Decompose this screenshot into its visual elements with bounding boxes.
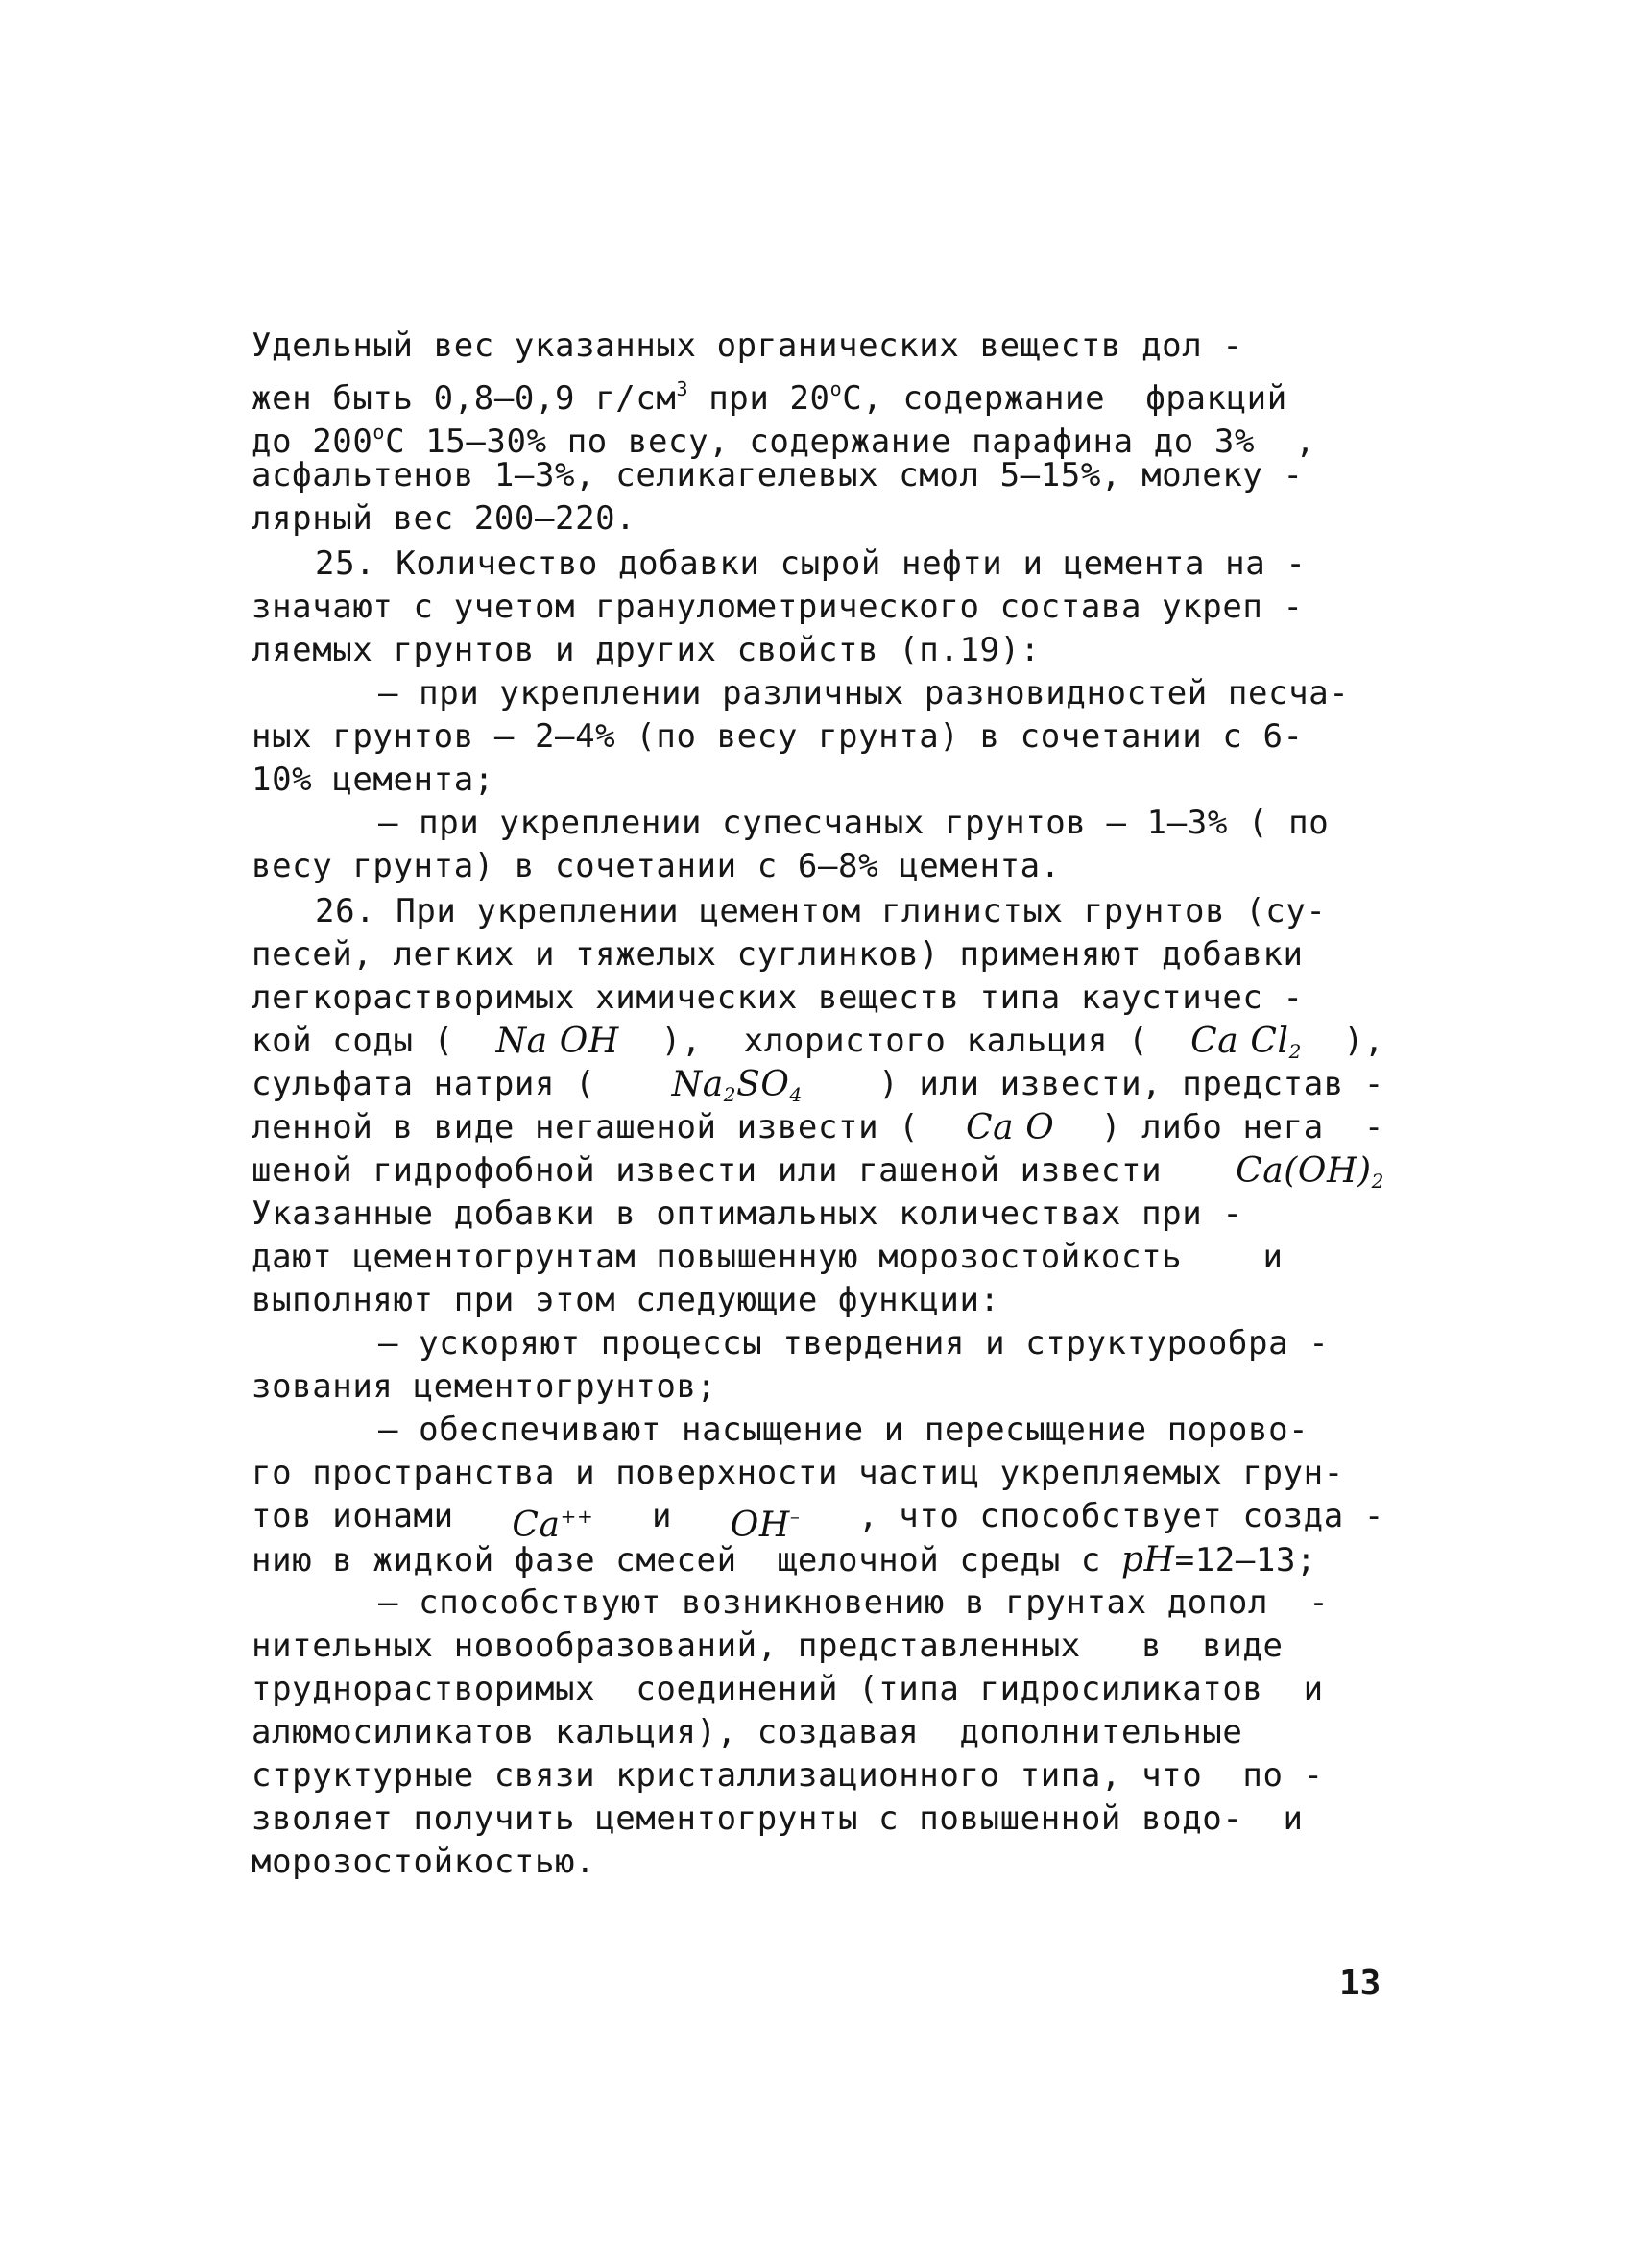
text-line: лярный вес 200–220. (252, 499, 636, 538)
text-line: дают цементогрунтам повышенную морозостойкость и (252, 1238, 1284, 1276)
text-line: зволяет получить цементогрунты с повышенной водо- и (252, 1799, 1304, 1838)
body-text (252, 325, 1384, 1884)
text-line: нительных новообразований, представленных в виде (252, 1627, 1284, 1665)
paragraph-25-line: 25. Количество добавки сырой нефти и цемента на - (315, 544, 1307, 583)
text-line: структурные связи кристаллизационного типа, что по - (252, 1756, 1324, 1795)
text-line: зования цементогрунтов; (252, 1367, 717, 1406)
text-line: сульфата натрия ( $Na_2SO_4$ ) или извести, представ - (252, 1065, 1384, 1106)
text-line: асфальтенов 1–3%, селикагелевых смол 5–15%, молеку - (252, 456, 1304, 495)
text-line: нию в жидкой фазе смесей щелочной среды с pH=12–13; (252, 1540, 1317, 1580)
formula-caoh2: $Ca(OH)_2$ (1236, 1151, 1384, 1193)
formula-ca-ion: Ca++ (512, 1505, 594, 1545)
formula-cao: Ca O (965, 1108, 1055, 1147)
formula-naoh: Na OH (495, 1022, 619, 1061)
text-line: морозостойкостью. (252, 1843, 596, 1881)
text-line: ленной в виде негашеной извести ( Ca O ) либо нега - (252, 1108, 1384, 1147)
text-line: весу грунта) в сочетании с 6–8% цемента. (252, 847, 1061, 885)
text-line: песей, легких и тяжелых суглинков) применяют добавки (252, 935, 1304, 974)
text-line: жен быть 0,8–0,9 $г/см^3$ при $20^оС$, содержание фракций (252, 377, 1287, 418)
text-line: труднорастворимых соединений (типа гидросиликатов и (252, 1670, 1324, 1708)
paragraph-26-line: 26. При укреплении цементом глинистых грунтов (су- (315, 892, 1327, 930)
formula-ph: pH (1121, 1540, 1175, 1580)
text-line: ляемых грунтов и других свойств (п.19): (252, 631, 1041, 669)
text-line: тов ионами Ca++ и OH– , что способствует созда - (252, 1497, 1384, 1545)
text-line: Указанные добавки в оптимальных количествах при - (252, 1194, 1243, 1233)
list-item-line: – ускоряют процессы твердения и структурообра - (378, 1324, 1330, 1363)
text-line: значают с учетом гранулометрического состава укреп - (252, 588, 1304, 626)
list-item-line: – способствуют возникновению в грунтах допол - (378, 1583, 1330, 1622)
text-line: выполняют при этом следующие функции: (252, 1281, 1000, 1319)
formula-oh-ion: OH– (730, 1505, 801, 1545)
list-item-line: – обеспечивают насыщение и пересыщение порово- (378, 1411, 1309, 1449)
list-item-line: – при укреплении различных разновидностей песча- (378, 674, 1350, 712)
text-line: кой соды ( Na OH ), хлористого кальция ( Ca $Cl_2$ ), (252, 1022, 1384, 1063)
text-line: шеной гидрофобной извести или гашеной извести $Ca(OH)_2$ (252, 1151, 1384, 1193)
list-item-line: – при укреплении супесчаных грунтов – 1–3% ( по (378, 804, 1330, 842)
text-line: Удельный вес указанных органических веществ дол - (252, 326, 1243, 365)
text-line: легкорастворимых химических веществ типа каустичес - (252, 978, 1304, 1017)
page-number: 13 (1339, 1964, 1381, 2003)
formula-na2so4: $Na_2SO_4$ (671, 1065, 803, 1106)
text-line: алюмосиликатов кальция), создавая дополнительные (252, 1713, 1243, 1751)
text-line: го пространства и поверхности частиц укрепляемых грун- (252, 1454, 1344, 1492)
text-line: 10% цемента; (252, 760, 494, 799)
text-line: ных грунтов – 2–4% (по весу грунта) в сочетании с 6- (252, 717, 1304, 756)
formula-cacl2: Ca $Cl_2$ (1190, 1022, 1302, 1063)
text-line: до $200^оС$ 15–30% по весу, содержание парафина до 3% , (252, 421, 1316, 461)
